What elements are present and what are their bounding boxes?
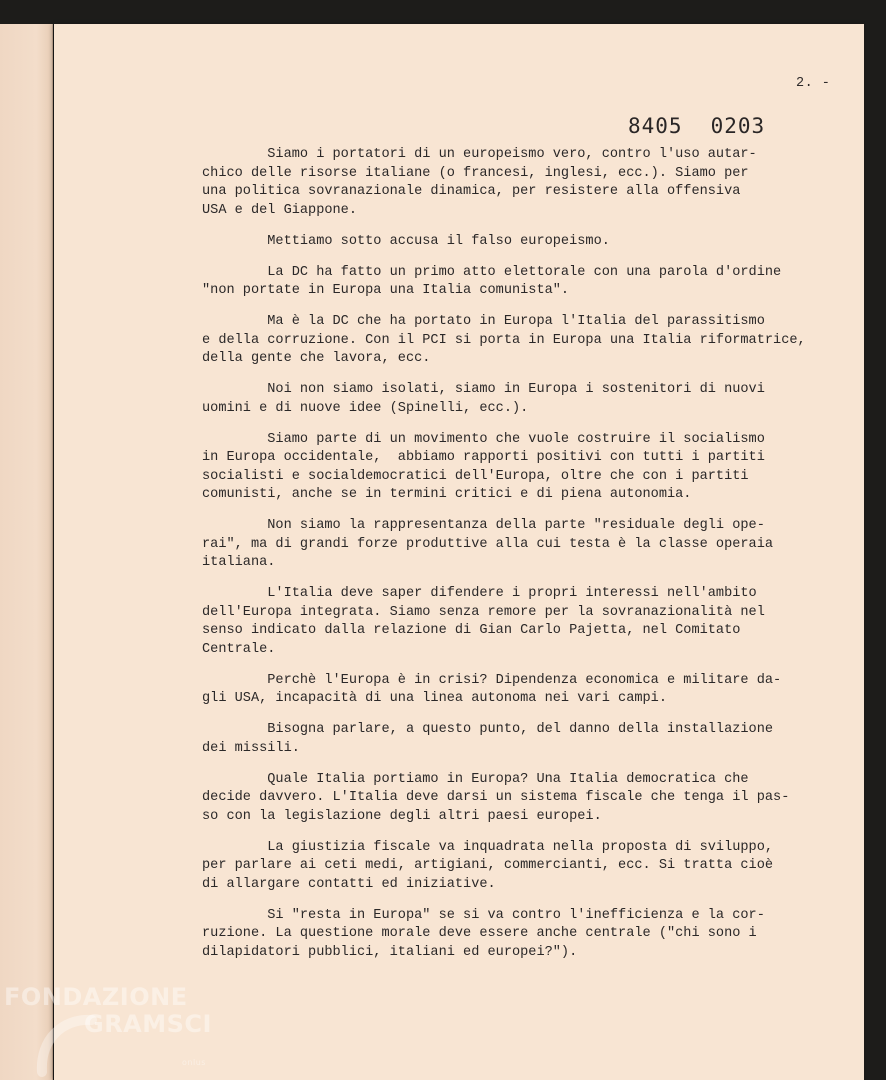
archive-watermark [4,983,212,1067]
paragraph: Siamo i portatori di un europeismo vero, contro l'uso autar- chico delle risorse italiane (o francesi, inglesi, ecc.). Siamo per una politica sovranazionale dinamica, per resistere alla offensiva USA e del Giappone. [202,147,757,218]
paragraph: Perchè l'Europa è in crisi? Dipendenza economica e militare da- gli USA, incapacità di una linea autonoma nei vari campi. [202,672,782,706]
paragraph: Siamo parte di un movimento che vuole costruire il socialismo in Europa occidentale, abbiamo rapporti positivi con tutti i partiti socialisti e socialdemocratici dell'Europa, oltre che con i partiti comunisti, anche se in termini critici e di piena autonomia. [202,431,765,502]
paragraph: Mettiamo sotto accusa il falso europeismo. [202,233,610,249]
paragraph: Noi non siamo isolati, siamo in Europa i sostenitori di nuovi uomini e di nuove idee (Spinelli, ecc.). [202,382,765,416]
paragraph: Bisogna parlare, a questo punto, del danno della installazione dei missili. [202,722,774,756]
watermark-line-1: FONDAZIONE [4,983,188,1011]
paragraph: L'Italia deve saper difendere i propri interessi nell'ambito dell'Europa integrata. Siamo senza remore per la sovranazionalità nel senso indicato dalla relazione di Gian Carlo Pajetta, nel Comitato Centrale. [202,586,765,657]
underlying-page-edge [0,24,53,1080]
paragraph: Ma è la DC che ha portato in Europa l'Italia del parassitismo e della corruzione. Con il PCI si porta in Europa una Italia riformatrice, della gente che lavora, ecc. [202,314,806,366]
paragraph: Si "resta in Europa" se si va contro l'inefficienza e la cor- ruzione. La questione morale deve essere anche centrale ("chi sono i dilapidatori pubblici, italiani ed europei?"). [202,907,765,960]
paragraph: Non siamo la rappresentanza della parte "residuale degli ope- rai", ma di grandi forze produttive alla cui testa è la classe operaia italiana. [202,518,774,570]
watermark-suffix: onlus [182,1058,206,1067]
document-body [202,146,806,975]
page-number: 2. - [796,76,831,91]
document-code-right: 0203 [710,114,766,138]
paragraph: La DC ha fatto un primo atto elettorale con una parola d'ordine "non portate in Europa una Italia comunista". [202,264,782,298]
paragraph: La giustizia fiscale va inquadrata nella proposta di sviluppo, per parlare ai ceti medi, artigiani, commercianti, ecc. Si tratta cioè di allargare contatti ed iniziative. [202,839,774,892]
watermark-line-2: GRAMSCI [84,1010,212,1038]
paragraph: Quale Italia portiamo in Europa? Una Italia democratica che decide davvero. L'Italia deve darsi un sistema fiscale che tenga il pas- so con la legislazione degli altri paesi europei. [202,771,790,824]
document-code-left: 8405 [628,114,683,138]
document-code [628,114,765,138]
